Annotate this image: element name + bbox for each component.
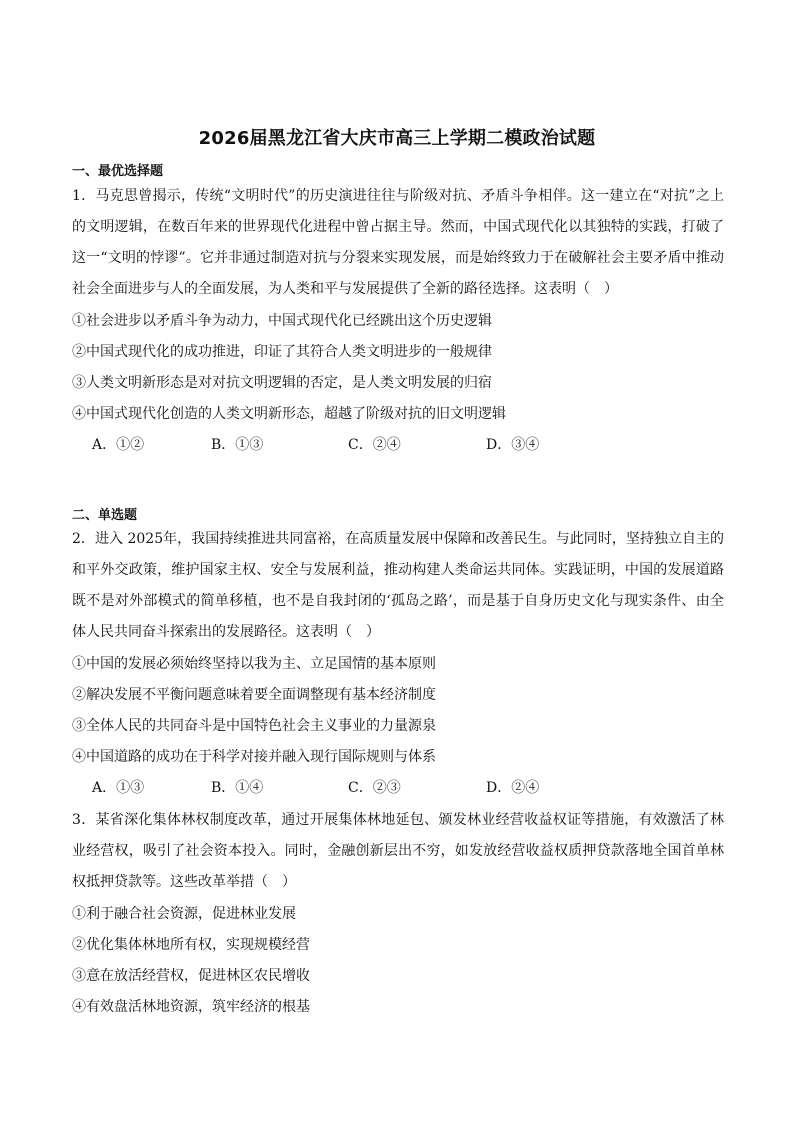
question-2-option-2: ②解决发展不平衡问题意味着要全面调整现有基本经济制度 [72, 687, 436, 703]
section-heading-1: 一、最优选择题 [72, 164, 164, 179]
question-1-option-2: ②中国式现代化的成功推进，印证了其符合人类文明进步的一般规律 [72, 344, 492, 360]
answer-choice-c: C．②③ [348, 780, 401, 796]
answer-choice-a: A．①③ [92, 780, 145, 796]
question-3-stem: 3．某省深化集体林权制度改革，通过开展集体林地延包、颁发林业经营收益权证等措施，有效激活了林业经营权，吸引了社会资本投入。同时，金融创新层出不穷，如发放经营收益权质押贷款落地全国首单林权抵押贷款等。这些改革举措（ ） [72, 812, 724, 890]
question-1-option-4: ④中国式现代化创造的人类文明新形态，超越了阶级对抗的旧文明逻辑 [72, 406, 506, 422]
question-3-option-4: ④有效盘活林地资源，筑牢经济的根基 [72, 999, 310, 1015]
question-3-option-2: ②优化集体林地所有权，实现规模经营 [72, 937, 310, 953]
question-1-stem: 1．马克思曾揭示，传统“文明时代”的历史演进往往与阶级对抗、矛盾斗争相伴。这一建立在“对抗”之上的文明逻辑，在数百年来的世界现代化进程中曾占据主导。然而，中国式现代化以其独特的实践，打破了这一“文明的悖谬”。它并非通过制造对抗与分裂来实现发展，而是始终致力于在破解社会主要矛盾中推动社会全面进步与人的全面发展，为人类和平与发展提供了全新的路径选择。这表明（ ） [72, 188, 724, 297]
answer-choice-d: D．③④ [486, 437, 540, 453]
answer-choice-c: C．②④ [348, 437, 401, 453]
question-3-option-3: ③意在放活经营权，促进林区农民增收 [72, 968, 310, 984]
answer-choice-b: B．①④ [211, 780, 264, 796]
question-2-option-3: ③全体人民的共同奋斗是中国特色社会主义事业的力量源泉 [72, 718, 436, 734]
answer-choice-b: B．①③ [211, 437, 264, 453]
question-2-option-1: ①中国的发展必须始终坚持以我为主、立足国情的基本原则 [72, 656, 436, 672]
question-2-stem: 2．进入 2025年，我国持续推进共同富裕，在高质量发展中保障和改善民生。与此同时，坚持独立自主的和平外交政策，维护国家主权、安全与发展利益，推动构建人类命运共同体。实践证明，中国的发展道路既不是对外部模式的简单移植，也不是自我封闭的‘孤岛之路’，而是基于自身历史文化与现实条件、由全体人民共同奋斗探索出的发展路径。这表明（ ） [72, 531, 724, 640]
answer-choice-a: A．①② [92, 437, 145, 453]
question-1-option-3: ③人类文明新形态是对对抗文明逻辑的否定，是人类文明发展的归宿 [72, 375, 492, 391]
answer-choice-d: D．②④ [486, 780, 540, 796]
exam-title: 2026届黑龙江省大庆市高三上学期二模政治试题 [198, 128, 596, 149]
question-1-option-1: ①社会进步以矛盾斗争为动力，中国式现代化已经跳出这个历史逻辑 [72, 313, 492, 329]
question-2-option-4: ④中国道路的成功在于科学对接并融入现行国际规则与体系 [72, 749, 436, 765]
question-3-option-1: ①利于融合社会资源，促进林业发展 [72, 906, 296, 922]
section-heading-2: 二、单选题 [72, 508, 138, 523]
